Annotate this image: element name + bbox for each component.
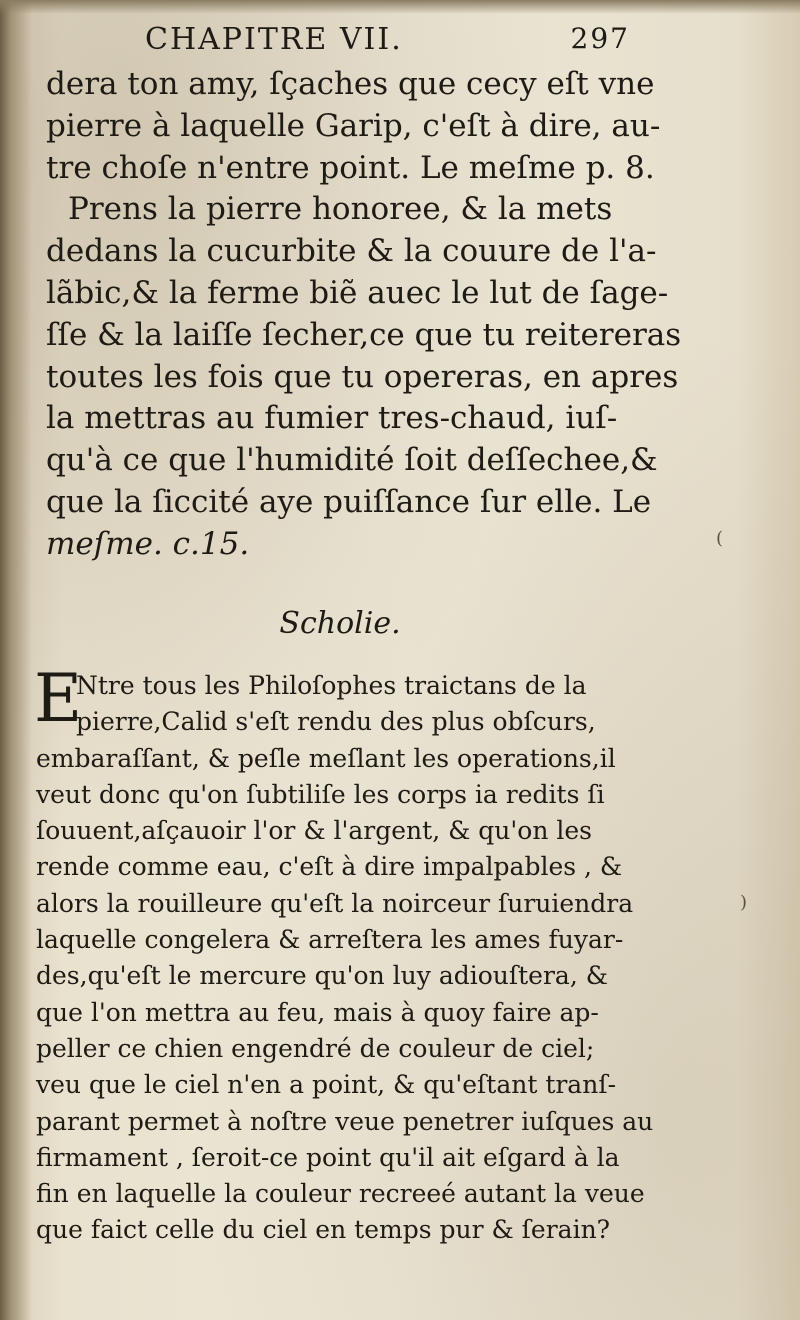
margin-bracket-mark: ( (716, 528, 724, 549)
page-top-edge (0, 0, 800, 14)
text-line: dera ton amy, ſçaches que cecy eſt vne (46, 66, 655, 102)
text-line: fin en laquelle la couleur recreeé autant la veue (36, 1179, 645, 1209)
text-line: veut donc qu'on ſubtiliſe les corps ia redits ſi (36, 779, 605, 809)
text-line: alors la rouilleure qu'eſt la noirceur ſuruiendra (36, 888, 634, 918)
text-line: ſſe & la laiſſe ſecher,ce que tu reitereras (46, 316, 682, 353)
text-line: laquelle congelera & arreſtera les ames fuyar- (36, 925, 624, 955)
binding-shadow (0, 0, 32, 1320)
text-line: veu que le ciel n'en a point, & qu'eſtant tranſ- (36, 1070, 617, 1100)
page-number: 297 (570, 22, 630, 55)
text-line: que la ſiccité aye puiſſance ſur elle. Le (46, 483, 652, 520)
text-line: la mettras au fumier tres-chaud, iuſ- (46, 400, 618, 437)
upper-paragraphs (46, 64, 682, 566)
text-line: peller ce chien engendré de couleur de ciel; (36, 1033, 595, 1063)
text-line: dedans la cucurbite & la couure de l'a- (46, 233, 657, 270)
chapter-title: CHAPITRE VII. (145, 22, 403, 57)
text-line: Ntre tous les Philoſophes traictans de la (76, 671, 587, 700)
text-line: que l'on mettra au feu, mais à quoy faire ap- (36, 997, 599, 1027)
text-line: Prens la pierre honoree, & la mets (68, 191, 613, 228)
text-line: tre choſe n'entre point. Le meſme p. 8. (46, 149, 655, 186)
text-line: rende comme eau, c'eſt à dire impalpables , & (36, 852, 623, 882)
text-line: embaraſſant, & peſle meſlant les operations,il (36, 743, 616, 773)
text-line: meſme. c.15. (46, 525, 250, 562)
text-line: qu'à ce que l'humidité ſoit deſſechee,& (46, 442, 658, 479)
text-line: que faict celle du ciel en temps pur & ſerain? (36, 1215, 611, 1245)
text-line: pierre à laquelle Garip, c'eſt à dire, au- (46, 107, 661, 144)
text-line: des,qu'eſt le mercure qu'on luy adiouſtera, & (36, 961, 608, 991)
margin-bracket-mark: ) (740, 892, 748, 913)
text-line: lãbic,& la ferme biẽ auec le lut de ſage- (46, 274, 669, 311)
running-head (145, 22, 630, 62)
text-line: firmament , ſeroit-ce point qu'il ait eſgard à la (36, 1142, 620, 1172)
section-heading: Scholie. (279, 606, 401, 641)
text-line: ſouuent,aſçauoir l'or & l'argent, & qu'on les (36, 816, 592, 846)
text-line: toutes les fois que tu opereras, en apres (46, 358, 679, 395)
text-line: parant permet à noſtre veue penetrer iuſques au (36, 1106, 654, 1136)
text-line: pierre,Calid s'eſt rendu des plus obſcurs, (76, 707, 596, 737)
scholie-paragraph (34, 660, 654, 1249)
drop-cap: E (34, 660, 83, 737)
